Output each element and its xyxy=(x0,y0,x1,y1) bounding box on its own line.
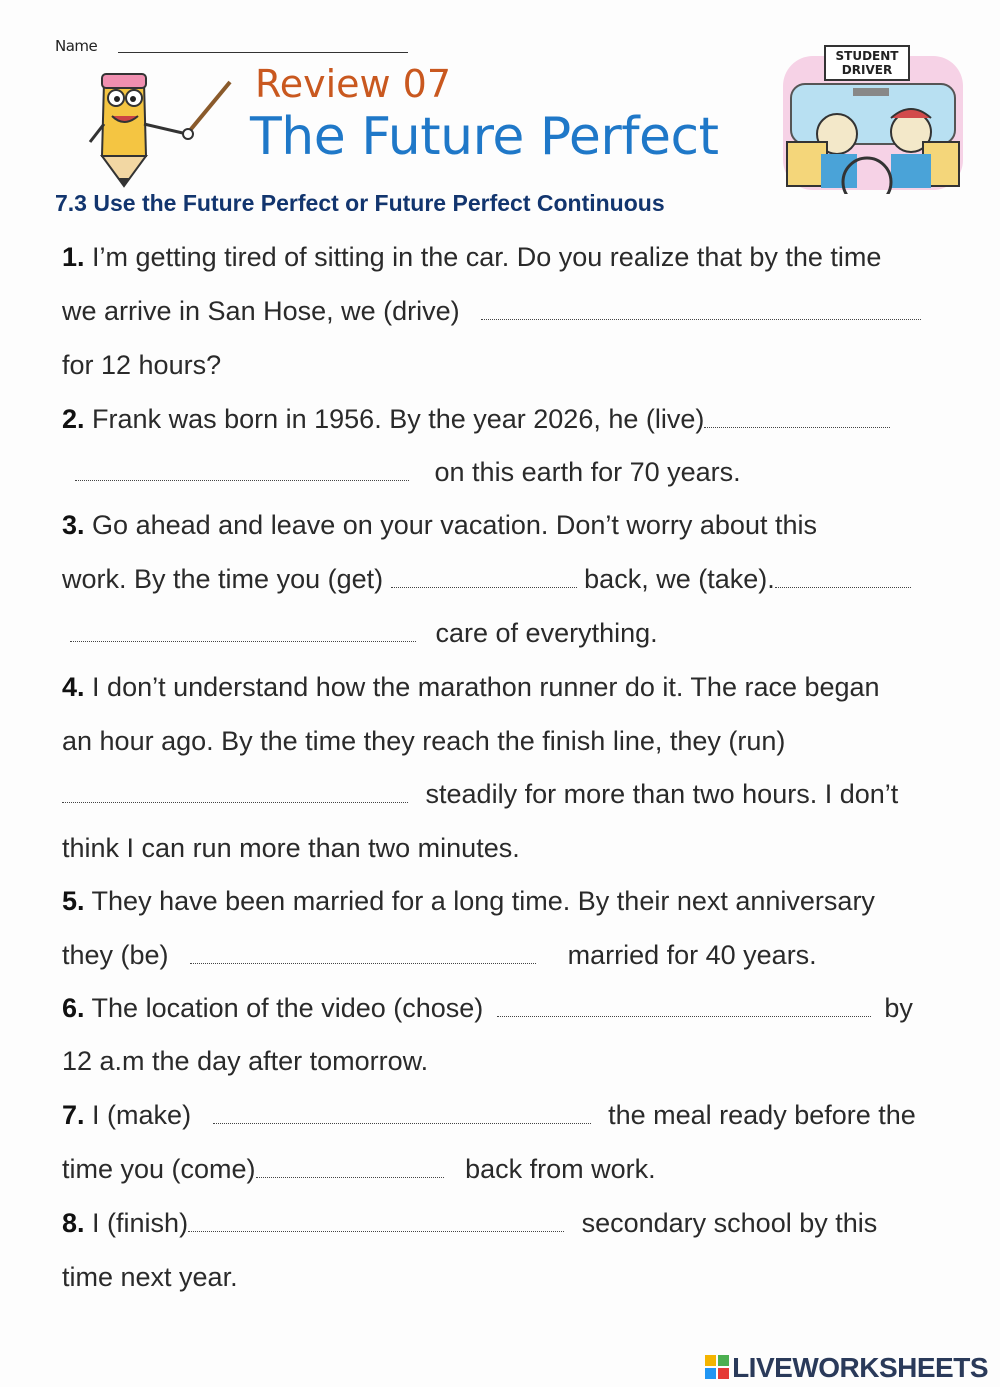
q8-number: 8. xyxy=(62,1208,85,1238)
review-heading: Review 07 xyxy=(255,62,452,106)
q5-answer-blank[interactable] xyxy=(190,945,536,964)
q7-text-1b: the meal ready before the xyxy=(608,1100,916,1130)
q4-text-3: steadily for more than two hours. I don’t xyxy=(425,779,899,809)
q5-line1 xyxy=(62,886,875,917)
q7-text-2b: back from work. xyxy=(465,1154,656,1184)
q7-text-1a: I (make) xyxy=(92,1100,192,1130)
q3-number: 3. xyxy=(62,510,85,540)
q2-number: 2. xyxy=(62,404,85,434)
q7-text-2a: time you (come) xyxy=(62,1154,256,1184)
q3-line3 xyxy=(70,618,658,649)
q4-text-1: I don’t understand how the marathon runner do it. The race began xyxy=(92,672,880,702)
q1-text-1: I’m getting tired of sitting in the car. Do you realize that by the time xyxy=(92,242,882,272)
q1-text-3: for 12 hours? xyxy=(62,350,222,380)
name-line xyxy=(118,52,408,53)
q1-number: 1. xyxy=(62,242,85,272)
q4-line1 xyxy=(62,672,880,703)
q3-answer-blank-3[interactable] xyxy=(70,623,416,642)
q2-line1 xyxy=(62,404,890,435)
q2-answer-blank-2[interactable] xyxy=(75,462,409,481)
q4-number: 4. xyxy=(62,672,85,702)
q7-line2 xyxy=(62,1154,656,1185)
instruction xyxy=(55,190,665,217)
q7-answer-blank-2[interactable] xyxy=(256,1159,444,1178)
q5-text-1: They have been married for a long time. By their next anniversary xyxy=(91,886,875,916)
q8-line2 xyxy=(62,1262,238,1293)
q7-number: 7. xyxy=(62,1100,85,1130)
q3-line1 xyxy=(62,510,817,541)
q6-number: 6. xyxy=(62,993,85,1023)
q4-line4 xyxy=(62,833,520,864)
name-label: Name xyxy=(55,37,98,55)
q2-answer-blank-1[interactable] xyxy=(704,409,890,428)
q1-line3 xyxy=(62,350,221,381)
q8-answer-blank[interactable] xyxy=(188,1213,564,1232)
q4-line2 xyxy=(62,726,785,757)
q5-text-2b: married for 40 years. xyxy=(567,940,817,970)
q8-text-2: time next year. xyxy=(62,1262,238,1292)
svg-text:DRIVER: DRIVER xyxy=(841,63,893,77)
q1-line1 xyxy=(62,242,881,273)
q6-line2 xyxy=(62,1046,428,1077)
q3-text-2a: work. By the time you (get) xyxy=(62,564,384,594)
q3-text-1: Go ahead and leave on your vacation. Don’t worry about this xyxy=(92,510,817,540)
q1-line2 xyxy=(62,296,921,327)
q5-number: 5. xyxy=(62,886,85,916)
q1-answer-blank[interactable] xyxy=(481,301,921,320)
q3-answer-blank-1[interactable] xyxy=(391,569,577,588)
q8-text-1b: secondary school by this xyxy=(581,1208,878,1238)
q1-text-2: we arrive in San Hose, we (drive) xyxy=(62,296,460,326)
pencil-teacher-illustration xyxy=(82,64,232,189)
q6-text-1a: The location of the video (chose) xyxy=(91,993,484,1023)
q8-line1 xyxy=(62,1208,877,1239)
q5-text-2a: they (be) xyxy=(62,940,169,970)
instruction-number: 7.3 xyxy=(55,190,87,216)
q4-line3 xyxy=(62,779,898,810)
q3-line2 xyxy=(62,564,911,595)
instruction-text: Use the Future Perfect or Future Perfect Continuous xyxy=(93,190,665,216)
q4-text-4: think I can run more than two minutes. xyxy=(62,833,520,863)
q7-answer-blank-1[interactable] xyxy=(213,1105,591,1124)
q8-text-1a: I (finish) xyxy=(92,1208,189,1238)
q4-text-2: an hour ago. By the time they reach the finish line, they (run) xyxy=(62,726,786,756)
q2-text-2: on this earth for 70 years. xyxy=(434,457,741,487)
q2-text-1: Frank was born in 1956. By the year 2026, he (live) xyxy=(92,404,705,434)
q4-answer-blank[interactable] xyxy=(62,784,408,803)
liveworksheets-logo-icon xyxy=(704,1354,730,1380)
q6-answer-blank[interactable] xyxy=(497,998,871,1017)
q6-text-1b: by xyxy=(884,993,913,1023)
q3-text-2b: back, we (take). xyxy=(584,564,775,594)
q3-text-3: care of everything. xyxy=(435,618,658,648)
page-title: The Future Perfect xyxy=(250,107,719,167)
svg-text:STUDENT: STUDENT xyxy=(835,49,899,63)
q5-line2 xyxy=(62,940,817,971)
q6-text-2: 12 a.m the day after tomorrow. xyxy=(62,1046,429,1076)
q6-line1 xyxy=(62,993,913,1024)
student-driver-illustration xyxy=(775,42,967,194)
q7-line1 xyxy=(62,1100,916,1131)
q3-answer-blank-2[interactable] xyxy=(775,569,911,588)
q2-line2 xyxy=(75,457,741,488)
liveworksheets-logo xyxy=(704,1352,988,1384)
liveworksheets-logo-text: LIVEWORKSHEETS xyxy=(732,1352,988,1383)
